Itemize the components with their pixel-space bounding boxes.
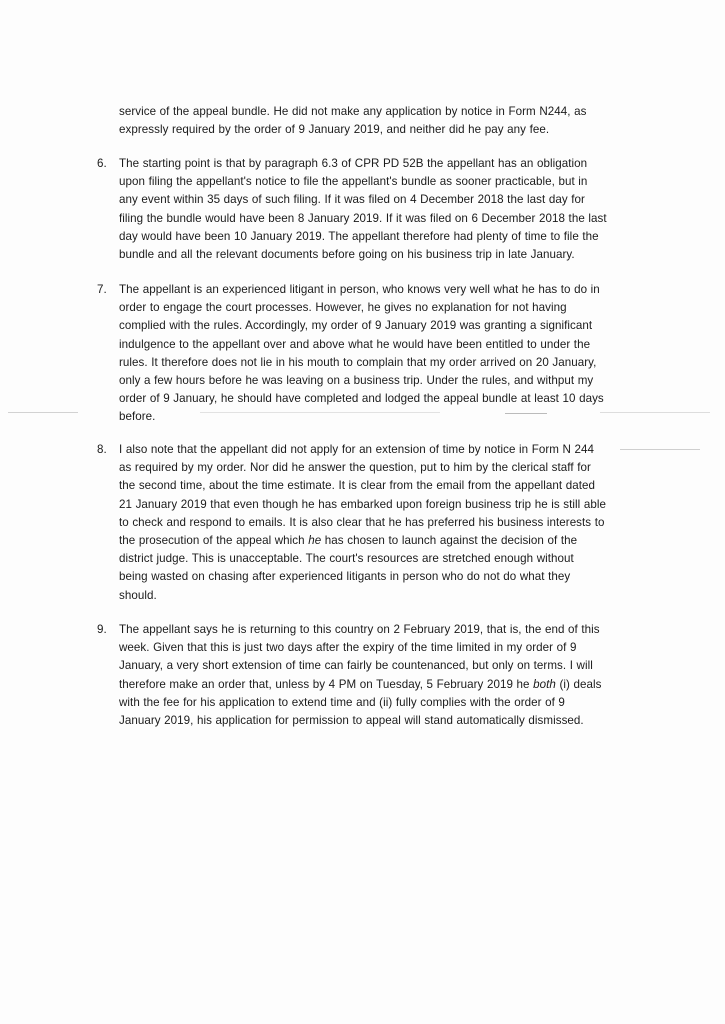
paragraph-6 — [119, 155, 633, 264]
text-line: to check and respond to emails. It is also clear that he has preferred his business interests to — [119, 515, 605, 529]
text-line: as required by my order. Nor did he answer the question, put to him by the clerical staff for — [119, 461, 591, 475]
text-line: The appellant is an experienced litigant in person, who knows very well what he has to do in — [119, 283, 600, 296]
text-line: day would have been 10 January 2019. The appellant therefore had plenty of time to file the — [119, 229, 599, 243]
text-line: the second time, about the time estimate. It is clear from the email from the appellant dated — [119, 479, 596, 493]
text-line: indulgence to the appellant over and above what he would have been entitled to under the — [119, 337, 591, 351]
text-line: only a few hours before he was leaving on a business trip. Under the rules, and withput my — [119, 374, 594, 388]
text-line: the prosecution of the appeal which he has chosen to launch against the decision of the — [119, 534, 578, 548]
text-line: therefore make an order that, unless by 4 PM on Tuesday, 5 February 2019 he both (i) deals — [119, 677, 602, 691]
text-line: district judge. This is unacceptable. The court's resources are stretched enough without — [119, 552, 574, 566]
intro-paragraph — [119, 103, 633, 139]
text-line: filing the bundle would have been 8 January 2019. If it was filed on 6 December 2018 the last — [119, 211, 607, 225]
paragraph-7 — [119, 281, 633, 427]
text-line: complied with the rules. Accordingly, my order of 9 January 2019 was granting a significant — [119, 319, 593, 333]
paragraph-number: 8. — [97, 443, 107, 456]
paragraph-number: 9. — [97, 623, 107, 636]
text-line: 21 January 2019 that even though he has embarked upon foreign business trip he is still able — [119, 497, 606, 511]
text-line: The starting point is that by paragraph 6.3 of CPR PD 52B the appellant has an obligation — [119, 157, 588, 170]
text-line: I also note that the appellant did not apply for an extension of time by notice in Form N 244 — [119, 443, 595, 456]
text-line: January 2019, his application for permission to appeal will stand automatically dismissed. — [119, 714, 584, 728]
paragraph-8 — [119, 441, 633, 605]
text-line: any event within 35 days of such filing. If it was filed on 4 December 2018 the last day for — [119, 193, 585, 207]
text-line: order to engage the court processes. However, he gives no explanation for not having — [119, 301, 567, 315]
text-line: January, a very short extension of time can fairly be countenanced, but only on terms. I will — [119, 659, 593, 673]
text-line: The appellant says he is returning to this country on 2 February 2019, that is, the end of this — [119, 623, 600, 636]
text-line: being wasted on chasing after experienced litigants in person who do not do what they — [119, 570, 571, 584]
text-line: rules. It therefore does not lie in his mouth to complain that my order arrived on 20 January, — [119, 355, 597, 369]
text-line: service of the appeal bundle. He did not make any application by notice in Form N244, as — [119, 105, 587, 118]
text-line: should. — [119, 588, 157, 602]
text-line: before. — [119, 410, 156, 424]
text-line: expressly required by the order of 9 January 2019, and neither did he pay any fee. — [119, 123, 550, 137]
paragraph-number: 7. — [97, 283, 107, 296]
text-line: bundle and all the relevant documents before going on his business trip in late January. — [119, 248, 575, 262]
text-line: with the fee for his application to extend time and (ii) fully complies with the order of 9 — [119, 695, 565, 709]
paragraph-number: 6. — [97, 157, 107, 170]
paragraph-9 — [119, 621, 633, 730]
text-line: week. Given that this is just two days after the expiry of the time limited in my order of 9 — [119, 641, 577, 655]
scan-artifact — [8, 412, 78, 413]
text-line: upon filing the appellant's notice to file the appellant's bundle as sooner practicable, but in — [119, 175, 588, 189]
text-line: order of 9 January, he should have completed and lodged the appeal bundle at least 10 days — [119, 392, 604, 406]
